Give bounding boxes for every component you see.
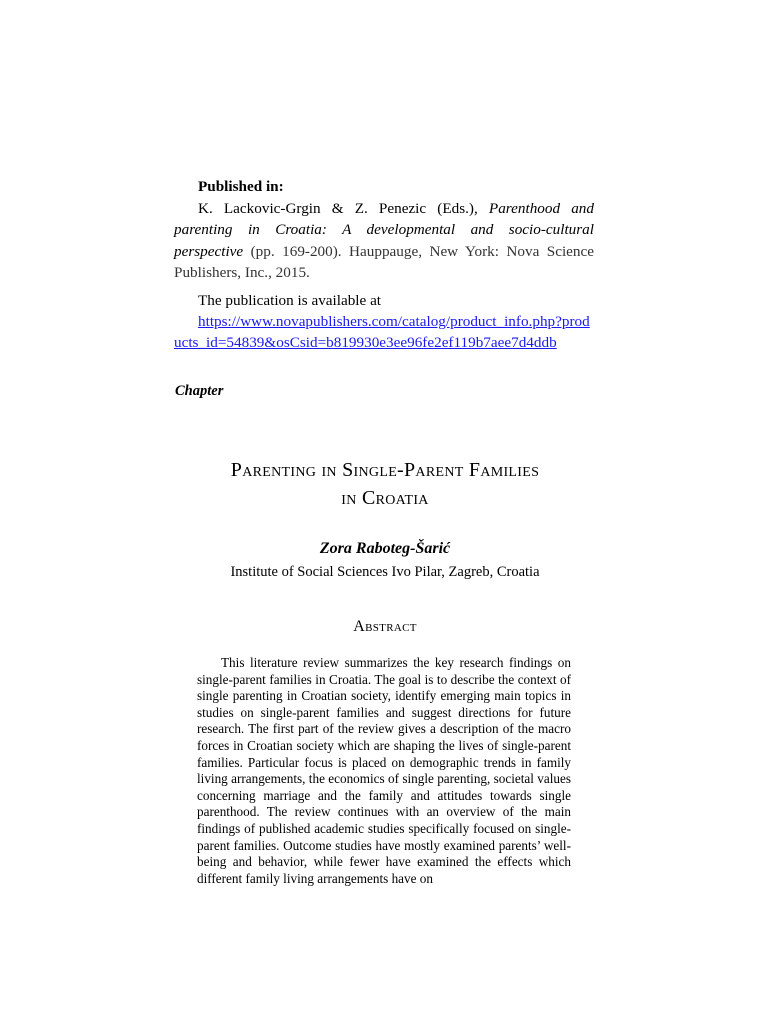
- abstract-text: This literature review summarizes the key research findings on single-parent families in Croatia. The goal is to describe the context of single parenting in Croatian society, identify emerging main topics in studies on single-parent families and suggest directions for future research. The first part of the review gives a description of the macro forces in Croatian society which are shaping the lives of single-parent families. Particular focus is placed on demographic trends in family living arrangements, the economics of single parenting, societal values concerning marriage and the family and attitudes towards single parenthood. The review continues with an overview of the main findings of published academic studies specifically focused on single-parent families. Outcome studies have mostly examined parents’ well-being and behavior, while fewer have examined the effects which different family living arrangements have on: [197, 655, 571, 886]
- citation-details: (pp. 169-200). Hauppauge, New York: Nova Science Publishers, Inc., 2015.: [174, 242, 595, 281]
- abstract-heading: Abstract: [353, 618, 417, 635]
- publication-link[interactable]: https://www.novapublishers.com/catalog/product_info.php?products_id=54839&osCsid=b819930e3ee96fe2ef119b7aee7d4ddb: [174, 313, 590, 351]
- availability-info: [174, 290, 594, 353]
- chapter-title-line-2: in Croatia: [341, 487, 429, 509]
- publication-citation: [174, 198, 594, 284]
- author-name: Zora Raboteg-Šarić: [319, 540, 451, 557]
- published-in-label: Published in:: [198, 178, 284, 195]
- availability-text: The publication is available at: [198, 292, 382, 309]
- chapter-title: [150, 456, 620, 512]
- citation-book-title: Parenthood and parenting in Croatia: A developmental and socio-cultural perspective: [174, 199, 594, 260]
- citation-authors: K. Lackovic-Grgin & Z. Penezic (Eds.),: [198, 199, 478, 217]
- publication-info: [174, 176, 594, 284]
- chapter-label: Chapter: [175, 383, 224, 399]
- author-affiliation: Institute of Social Sciences Ivo Pilar, Zagreb, Croatia: [230, 564, 540, 580]
- chapter-title-line-1: Parenting in Single-Parent Families: [230, 459, 540, 481]
